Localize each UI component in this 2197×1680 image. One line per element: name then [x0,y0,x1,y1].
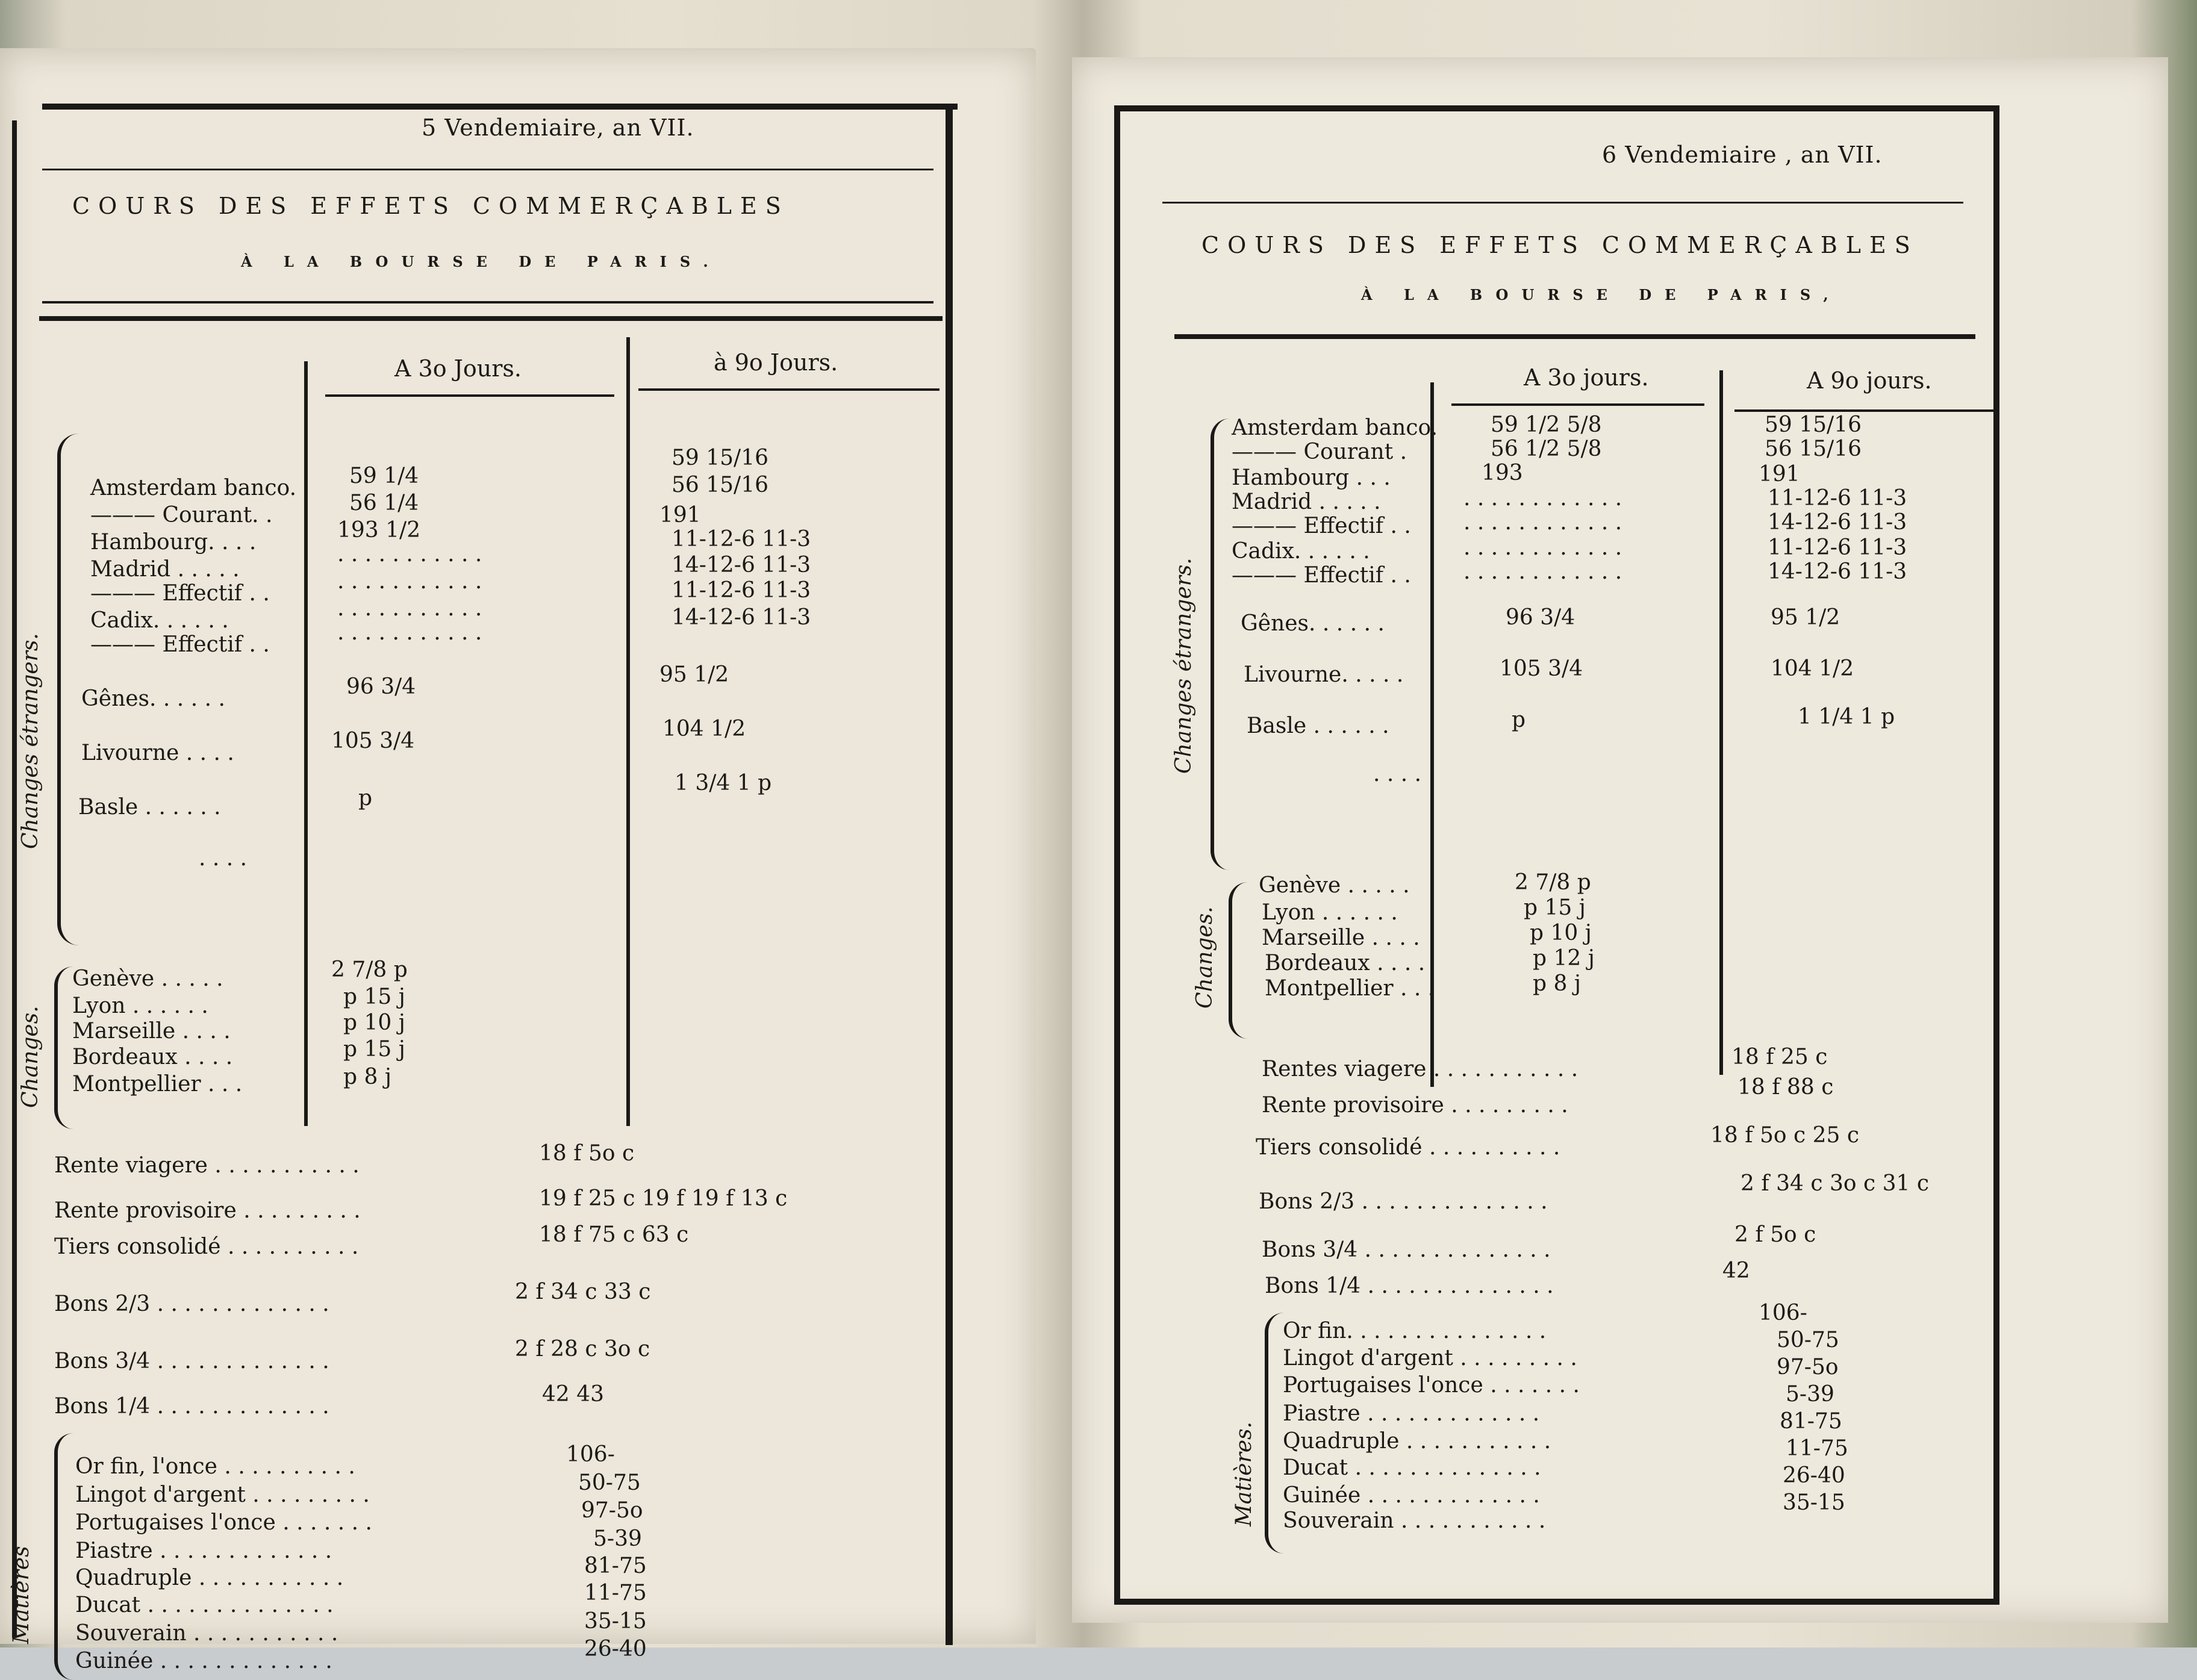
matiere-label: Portugaises l'once . . . . . . . [1283,1373,1580,1398]
row-label: Bordeaux . . . . [72,1045,233,1069]
column-90-days: A 9o jours. [1807,367,1932,394]
rente-value: 2 f 5o c [1734,1222,1816,1247]
rente-value: 42 [1722,1258,1750,1283]
rente-label: Rente viagere . . . . . . . . . . . [54,1153,360,1178]
value-30: . . . . . . . . . . . . [1463,559,1622,584]
row-label: Livourne . . . . [81,741,234,765]
row-label: Basle . . . . . . [1247,714,1389,738]
left-border [12,120,17,1638]
rente-value: 2 f 34 c 33 c [515,1280,651,1304]
row-label: Marseille . . . . [72,1019,231,1044]
value-90: 95 1/2 [659,662,729,687]
matiere-label: Souverain . . . . . . . . . . . [1283,1508,1546,1533]
matiere-value: 5-39 [593,1526,642,1551]
row-label: Amsterdam banco. [90,476,297,500]
page-date: 6 Vendemiaire , an VII. [1602,142,1883,168]
value-90: 59 15/16 [1765,412,1862,437]
rente-label: Rentes viagere . . . . . . . . . . . [1262,1057,1578,1081]
matiere-value: 50-75 [1777,1328,1839,1352]
title-rule-heavy [1174,334,1975,339]
value-30: 193 1/2 [337,518,421,543]
rente-value: 18 f 25 c [1731,1045,1828,1069]
row-label: ——— Effectif . . [1232,514,1411,538]
value-30: . . . . . . . . . . . . [1463,535,1622,560]
value-90: 191 [659,503,701,527]
value-30: p 15 j [343,1037,405,1062]
value-30: . . . . . . . . . . . [337,596,482,621]
value-30: 56 1/2 5/8 [1491,437,1602,461]
matiere-value: 35-15 [584,1609,647,1634]
row-label: ——— Courant. . [90,503,273,527]
page-subtitle: À LA BOURSE DE PARIS, [1361,286,1842,303]
rente-value: 18 f 75 c 63 c [539,1222,689,1247]
column-rule [325,394,614,397]
row-label: Marseille . . . . [1262,926,1420,950]
value-90: 1 1/4 1 p [1798,705,1895,729]
value-30: 96 3/4 [346,674,416,699]
column-rule [638,388,940,391]
matiere-value: 97-5o [581,1498,643,1523]
row-label: ——— Effectif . . [90,581,270,606]
row-label: Cadix. . . . . . [1232,539,1370,564]
matiere-value: 97-5o [1777,1355,1839,1380]
column-30-days: A 3o Jours. [394,355,522,382]
header-rule [1162,202,1963,204]
value-90: 104 1/2 [1771,656,1854,681]
value-30: p 15 j [1524,895,1586,920]
column-divider [626,337,630,1126]
section-label: Changes. [1192,906,1217,1009]
rente-label: Rente provisoire . . . . . . . . . [1262,1093,1568,1118]
row-label: Basle . . . . . . [78,795,221,820]
value-30: 2 7/8 p [1515,870,1591,895]
matiere-value: 81-75 [1780,1409,1842,1434]
value-30: p 12 j [1533,946,1595,971]
rente-label: Bons 3/4 . . . . . . . . . . . . . . [1262,1237,1551,1262]
row-label: Hambourg . . . [1232,465,1391,490]
value-30: . . . . . . . . . . . [337,569,482,594]
brace [1211,418,1230,870]
value-90: 11-12-6 11-3 [672,578,811,603]
rente-label: Bons 3/4 . . . . . . . . . . . . . [54,1349,329,1374]
right-border [946,104,953,1645]
section-label: Matières. [1232,1421,1256,1526]
value-30: p [358,786,373,810]
matiere-value: 11-75 [1786,1436,1848,1461]
row-label: Genève . . . . . [72,966,223,991]
matiere-value: 81-75 [584,1554,647,1578]
rente-label: Bons 1/4 . . . . . . . . . . . . . [54,1394,329,1419]
matiere-value: 35-15 [1783,1490,1845,1515]
rente-value: 2 f 28 c 3o c [515,1337,650,1361]
matiere-label: Or fin. . . . . . . . . . . . . . . [1283,1319,1547,1343]
brace [57,434,79,945]
value-30: 59 1/2 5/8 [1491,412,1602,437]
rente-value: 18 f 88 c [1737,1075,1834,1100]
brace [1265,1313,1284,1554]
matiere-value: 11-75 [584,1581,647,1605]
matiere-label: Piastre . . . . . . . . . . . . . [1283,1401,1540,1426]
value-30: 105 3/4 [331,729,415,753]
value-30: 96 3/4 [1506,605,1575,630]
value-30: . . . . . . . . . . . [337,542,482,567]
rente-value: 42 43 [542,1382,605,1407]
column-rule [1734,409,1993,412]
matiere-label: Lingot d'argent . . . . . . . . . [75,1482,370,1507]
value-30: p 15 j [343,985,405,1009]
value-30: p 8 j [343,1065,391,1089]
section-label: Matières [9,1546,34,1644]
row-label: ——— Effectif . . [90,632,270,657]
matiere-label: Souverain . . . . . . . . . . . [75,1621,338,1646]
matiere-label: Lingot d'argent . . . . . . . . . [1283,1346,1577,1370]
value-90: 56 15/16 [672,473,768,497]
matiere-label: Quadruple . . . . . . . . . . . [75,1566,344,1590]
matiere-label: Portugaises l'once . . . . . . . [75,1510,372,1535]
rente-label: Tiers consolidé . . . . . . . . . . [1256,1135,1560,1160]
row-label: Montpellier . . . [72,1072,243,1097]
row-label: Lyon . . . . . . [1262,900,1398,925]
brace [54,1433,73,1680]
rente-value: 18 f 5o c 25 c [1710,1123,1860,1148]
value-30: 105 3/4 [1500,656,1583,681]
row-label: Bordeaux . . . . [1265,951,1426,975]
value-90: 11-12-6 11-3 [672,527,811,552]
value-30: 59 1/4 [349,464,419,488]
rente-value: 19 f 25 c 19 f 19 f 13 c [539,1186,788,1211]
matiere-label: Ducat . . . . . . . . . . . . . . [1283,1455,1541,1480]
row-label: Livourne. . . . . [1244,662,1404,687]
matiere-value: 5-39 [1786,1382,1834,1407]
row-label: Amsterdam banco. [1232,415,1438,440]
value-90: 59 15/16 [672,446,768,470]
row-label: Madrid . . . . . [90,557,240,582]
column-90-days: à 9o Jours. [714,349,838,376]
column-divider [1719,370,1723,1075]
left-page [0,48,1036,1673]
rente-label: Tiers consolidé . . . . . . . . . . [54,1234,359,1259]
value-30: p 10 j [343,1010,405,1035]
matiere-value: 106- [1759,1301,1807,1325]
brace [1229,882,1248,1039]
column-rule [1451,403,1704,406]
row-label: Gênes. . . . . . [81,686,225,711]
matiere-label: Quadruple . . . . . . . . . . . [1283,1429,1551,1454]
right-page [1072,57,2168,1623]
matiere-label: Piastre . . . . . . . . . . . . . [75,1538,332,1563]
row-label: Montpellier . . . [1265,976,1435,1001]
value-90: 11-12-6 11-3 [1768,535,1907,560]
value-30: p 10 j [1530,921,1592,945]
label-divider [304,361,308,1126]
matiere-value: 106- [566,1442,615,1467]
value-30: . . . . . . . . . . . [337,620,482,645]
row-label: ——— Effectif . . [1232,563,1411,588]
value-30: . . . . . . . . . . . . [1463,486,1622,511]
row-label: Cadix. . . . . . [90,608,229,633]
value-90: 191 [1759,462,1800,487]
value-30: 2 7/8 p [331,957,408,982]
value-30: . . . . . . . . . . . . [1463,510,1622,535]
page-title: COURS DES EFFETS COMMERÇABLES [72,193,790,219]
page-date: 5 Vendemiaire, an VII. [422,114,694,141]
section-label: Changes étrangers. [1171,558,1196,774]
value-90: 14-12-6 11-3 [1768,559,1907,584]
value-90: 14-12-6 11-3 [672,605,811,630]
title-rule-heavy [39,316,943,321]
rente-label: Rente provisoire . . . . . . . . . [54,1198,361,1223]
matiere-value: 26-40 [1783,1463,1845,1488]
rente-value: 2 f 34 c 3o c 31 c [1740,1171,1930,1196]
rente-label: Bons 2/3 . . . . . . . . . . . . . [54,1292,329,1316]
value-90: 95 1/2 [1771,605,1840,630]
rente-value: 18 f 5o c [539,1141,635,1166]
row-label: ——— Courant . [1232,440,1407,464]
matiere-value: 26-40 [584,1637,647,1661]
matiere-label: Guinée . . . . . . . . . . . . . [1283,1483,1540,1508]
value-30: p [1512,708,1526,732]
matiere-value: 50-75 [578,1470,641,1495]
matiere-label: Or fin, l'once . . . . . . . . . . [75,1454,355,1479]
page-subtitle: À LA BOURSE DE PARIS. [241,253,721,270]
section-label: Changes étrangers. [18,633,43,849]
value-90: 56 15/16 [1765,437,1862,461]
page-title: COURS DES EFFETS COMMERÇABLES [1201,232,1919,258]
row-label: Hambourg. . . . [90,530,257,555]
value-90: 104 1/2 [662,717,746,741]
row-label: Genève . . . . . [1259,873,1410,898]
top-rule [42,104,958,110]
matiere-label: Ducat . . . . . . . . . . . . . . [75,1593,334,1617]
rente-label: Bons 1/4 . . . . . . . . . . . . . . [1265,1274,1554,1298]
value-90: 14-12-6 11-3 [1768,510,1907,535]
value-90: 11-12-6 11-3 [1768,486,1907,511]
title-rule [42,301,933,303]
rente-label: Bons 2/3 . . . . . . . . . . . . . . [1259,1189,1548,1214]
row-label: Lyon . . . . . . [72,994,208,1018]
row-label: Madrid . . . . . [1232,490,1381,514]
matiere-label: Guinée . . . . . . . . . . . . . [75,1649,332,1673]
row-label: . . . . [199,846,248,871]
column-30-days: A 3o jours. [1524,364,1649,391]
value-30: 193 [1482,461,1523,485]
value-90: 14-12-6 11-3 [672,553,811,577]
value-30: p 8 j [1533,971,1581,996]
brace [54,966,73,1129]
value-90: 1 3/4 1 p [675,771,772,795]
section-label: Changes. [18,1006,43,1108]
header-rule [42,169,933,170]
row-label: . . . . [1373,762,1422,786]
value-30: 56 1/4 [349,491,419,515]
row-label: Gênes. . . . . . [1241,611,1385,636]
